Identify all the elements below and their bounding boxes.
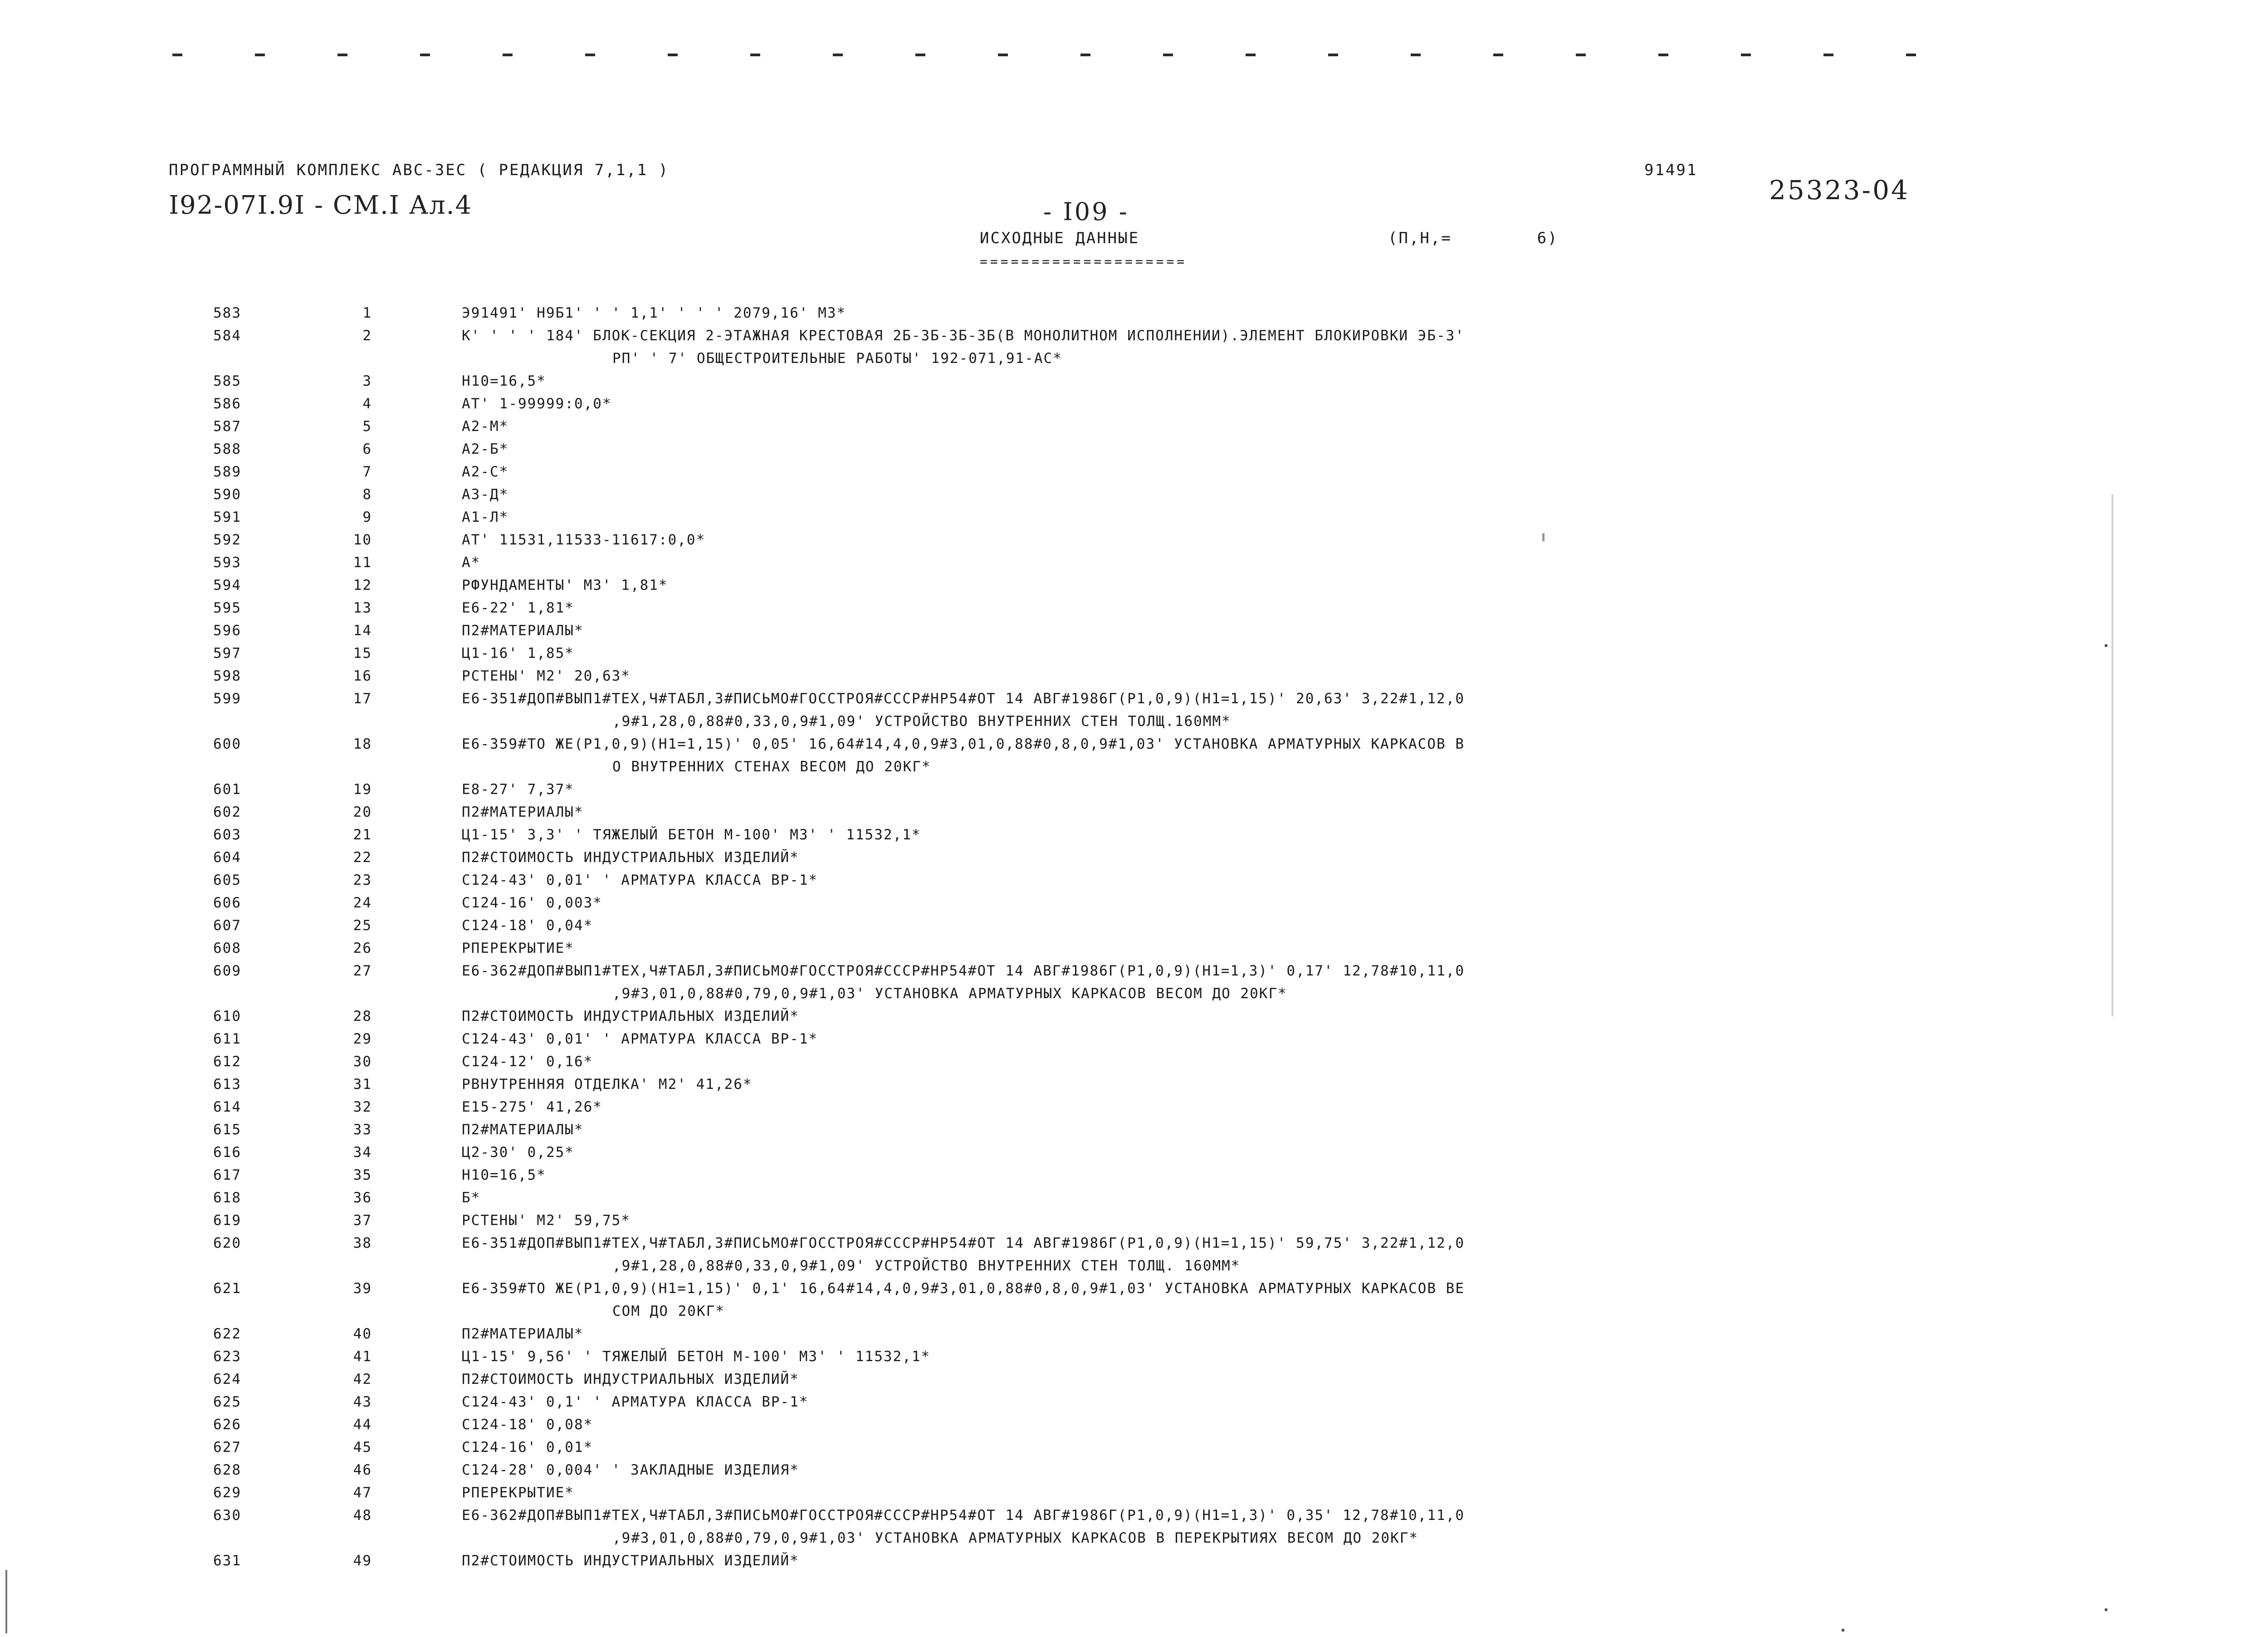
perforation-dash [668, 54, 678, 56]
perforation-dashes [172, 51, 1941, 60]
statement-text: К' ' ' ' 184' БЛОК-СЕКЦИЯ 2-ЭТАЖНАЯ КРЕСТОВАЯ 2Б-3Б-3Б-3Б(В МОНОЛИТНОМ ИСПОЛНЕНИИ).ЭЛЕМЕНТ БЛОКИРОВКИ ЭБ-3' [462, 328, 1465, 344]
statement-text: С124-43' 0,1' ' АРМАТУРА КЛАССА ВР-1* [462, 1394, 809, 1410]
perforation-dash [833, 54, 843, 56]
program-line: ПРОГРАММНЫЙ КОМПЛЕКС АВС-3ЕС ( РЕДАКЦИЯ 7,1,1 ) [169, 161, 670, 179]
line-number: 600 [213, 736, 241, 752]
line-number: 596 [213, 622, 241, 639]
line-number: 602 [213, 804, 241, 820]
listing-row [0, 1186, 2268, 1209]
section-params: (П,Н,= 6) [1388, 229, 1559, 247]
statement-number: 3 [362, 373, 372, 389]
statement-number: 39 [353, 1280, 372, 1297]
listing-row [0, 1277, 2268, 1323]
line-number: 586 [213, 396, 241, 412]
line-number: 605 [213, 872, 241, 888]
statement-number: 45 [353, 1439, 372, 1456]
line-number: 628 [213, 1462, 241, 1478]
statement-text: П2#СТОИМОСТЬ ИНДУСТРИАЛЬНЫХ ИЗДЕЛИЙ* [462, 849, 799, 866]
listing-row [0, 461, 2268, 483]
statement-number: 22 [353, 849, 372, 866]
statement-number: 19 [353, 781, 372, 798]
statement-continuation: СОМ ДО 20КГ* [612, 1303, 725, 1319]
line-number: 630 [213, 1507, 241, 1524]
listing-row [0, 1005, 2268, 1028]
statement-number: 5 [362, 418, 372, 435]
perforation-dash [1576, 54, 1586, 56]
listing-row [0, 574, 2268, 597]
line-number: 595 [213, 600, 241, 616]
statement-number: 41 [353, 1348, 372, 1365]
statement-continuation: ,9#3,01,0,88#0,79,0,9#1,03' УСТАНОВКА АРМАТУРНЫХ КАРКАСОВ ВЕСОМ ДО 20КГ* [612, 985, 1287, 1002]
line-number: 601 [213, 781, 241, 798]
scan-mark [2112, 495, 2113, 1016]
statement-number: 48 [353, 1507, 372, 1524]
line-number: 599 [213, 691, 241, 707]
statement-number: 31 [353, 1076, 372, 1093]
statement-text: Н10=16,5* [462, 1167, 546, 1183]
statement-number: 29 [353, 1031, 372, 1047]
statement-number: 44 [353, 1416, 372, 1433]
statement-text: П2#СТОИМОСТЬ ИНДУСТРИАЛЬНЫХ ИЗДЕЛИЙ* [462, 1553, 799, 1569]
statement-continuation: ,9#1,28,0,88#0,33,0,9#1,09' УСТРОЙСТВО ВНУТРЕННИХ СТЕН ТОЛЩ. 160ММ* [612, 1258, 1241, 1274]
statement-number: 24 [353, 895, 372, 911]
statement-number: 13 [353, 600, 372, 616]
line-number: 611 [213, 1031, 241, 1047]
statement-text: Н10=16,5* [462, 373, 546, 389]
statement-number: 21 [353, 827, 372, 843]
line-number: 584 [213, 328, 241, 344]
listing-row [0, 665, 2268, 687]
line-number: 629 [213, 1485, 241, 1501]
scan-mark [1542, 533, 1545, 541]
archive-number-handwritten: 25323-04 [1769, 175, 1910, 206]
line-number: 608 [213, 940, 241, 956]
program-code: 91491 [1644, 161, 1698, 179]
line-number: 624 [213, 1371, 241, 1387]
statement-text: Е6-359#ТО ЖЕ(Р1,0,9)(Н1=1,15)' 0,05' 16,64#14,4,0,9#3,01,0,88#0,8,0,9#1,03' УСТАНОВКА АРМАТУРНЫХ КАРКАСОВ В [462, 736, 1465, 752]
statement-number: 42 [353, 1371, 372, 1387]
doc-ref-handwritten: I92-07I.9I - CM.I Ал.4 [169, 191, 473, 220]
statement-text: Е6-22' 1,81* [462, 600, 574, 616]
statement-text: А2-С* [462, 464, 509, 480]
perforation-dash [1741, 54, 1751, 56]
statement-text: АТ' 1-99999:0,0* [462, 396, 612, 412]
statement-number: 12 [353, 577, 372, 593]
statement-text: П2#МАТЕРИАЛЫ* [462, 622, 584, 639]
perforation-dash [750, 54, 760, 56]
statement-number: 11 [353, 554, 372, 571]
statement-number: 4 [362, 396, 372, 412]
statement-number: 2 [362, 328, 372, 344]
statement-text: АТ' 11531,11533-11617:0,0* [462, 532, 706, 548]
section-title: ИСХОДНЫЕ ДАННЫЕ [980, 229, 1140, 247]
statement-text: А* [462, 554, 481, 571]
statement-number: 1 [362, 305, 372, 321]
statement-number: 35 [353, 1167, 372, 1183]
statement-number: 28 [353, 1008, 372, 1024]
listing-row [0, 823, 2268, 846]
listing-row [0, 392, 2268, 415]
perforation-dash [1328, 54, 1338, 56]
listing-row [0, 370, 2268, 392]
statement-text: П2#МАТЕРИАЛЫ* [462, 1326, 584, 1342]
line-number: 612 [213, 1054, 241, 1070]
line-number: 607 [213, 917, 241, 934]
source-listing [0, 302, 2268, 1572]
statement-text: РСТЕНЫ' М2' 59,75* [462, 1212, 631, 1229]
statement-text: Е6-362#ДОП#ВЫП1#ТЕХ,Ч#ТАБЛ,3#ПИСЬМО#ГОССТРОЯ#СССР#НР54#ОТ 14 АВГ#1986Г(Р1,0,9)(Н1=1,3)' 0,35' 12,78#10,11,0 [462, 1507, 1465, 1524]
line-number: 592 [213, 532, 241, 548]
perforation-dash [172, 54, 182, 56]
listing-row [0, 1391, 2268, 1413]
statement-number: 33 [353, 1122, 372, 1138]
line-number: 615 [213, 1122, 241, 1138]
perforation-dash [1411, 54, 1421, 56]
statement-number: 46 [353, 1462, 372, 1478]
listing-row [0, 801, 2268, 823]
statement-text: А2-Б* [462, 441, 509, 457]
listing-row [0, 846, 2268, 869]
statement-text: Б* [462, 1190, 481, 1206]
statement-number: 6 [362, 441, 372, 457]
listing-row [0, 506, 2268, 529]
statement-text: РПЕРЕКРЫТИЕ* [462, 1485, 574, 1501]
line-number: 606 [213, 895, 241, 911]
line-number: 614 [213, 1099, 241, 1115]
line-number: 583 [213, 305, 241, 321]
line-number: 626 [213, 1416, 241, 1433]
line-number: 603 [213, 827, 241, 843]
line-number: 591 [213, 509, 241, 525]
line-number: 594 [213, 577, 241, 593]
statement-number: 34 [353, 1144, 372, 1161]
line-number: 620 [213, 1235, 241, 1251]
line-number: 627 [213, 1439, 241, 1456]
listing-row [0, 302, 2268, 324]
statement-number: 26 [353, 940, 372, 956]
statement-text: Ц1-15' 9,56' ' ТЯЖЕЛЫЙ БЕТОН М-100' М3' ' 11532,1* [462, 1348, 931, 1365]
listing-row [0, 1323, 2268, 1345]
statement-number: 37 [353, 1212, 372, 1229]
listing-row [0, 1368, 2268, 1391]
line-number: 613 [213, 1076, 241, 1093]
perforation-dash [255, 54, 265, 56]
listing-row [0, 1549, 2268, 1572]
listing-row [0, 1118, 2268, 1141]
statement-text: Ц1-15' 3,3' ' ТЯЖЕЛЫЙ БЕТОН М-100' М3' ' 11532,1* [462, 827, 921, 843]
statement-text: РПЕРЕКРЫТИЕ* [462, 940, 574, 956]
listing-row [0, 1459, 2268, 1481]
scan-mark [2105, 1608, 2107, 1611]
statement-number: 25 [353, 917, 372, 934]
statement-number: 32 [353, 1099, 372, 1115]
statement-text: С124-43' 0,01' ' АРМАТУРА КЛАССА ВР-1* [462, 872, 818, 888]
line-number: 622 [213, 1326, 241, 1342]
statement-text: А3-Д* [462, 486, 509, 503]
statement-text: Э91491' Н9Б1' ' ' 1,1' ' ' ' 2079,16' М3* [462, 305, 846, 321]
statement-number: 43 [353, 1394, 372, 1410]
statement-text: П2#МАТЕРИАЛЫ* [462, 1122, 584, 1138]
statement-continuation: О ВНУТРЕННИХ СТЕНАХ ВЕСОМ ДО 20КГ* [612, 759, 931, 775]
listing-row [0, 619, 2268, 642]
statement-text: С124-18' 0,04* [462, 917, 593, 934]
scan-mark [1842, 1629, 1844, 1632]
statement-text: С124-16' 0,003* [462, 895, 602, 911]
listing-row [0, 733, 2268, 778]
listing-row [0, 778, 2268, 801]
listing-row [0, 937, 2268, 960]
statement-text: С124-28' 0,004' ' ЗАКЛАДНЫЕ ИЗДЕЛИЯ* [462, 1462, 799, 1478]
listing-row [0, 483, 2268, 506]
listing-row [0, 1209, 2268, 1232]
section-underline: ==================== [980, 254, 1188, 269]
statement-text: С124-18' 0,08* [462, 1416, 593, 1433]
perforation-dash [1906, 54, 1916, 56]
perforation-dash [1080, 54, 1090, 56]
listing-row [0, 960, 2268, 1005]
listing-row [0, 1504, 2268, 1549]
statement-text: С124-16' 0,01* [462, 1439, 593, 1456]
perforation-dash [337, 54, 347, 56]
statement-text: П2#СТОИМОСТЬ ИНДУСТРИАЛЬНЫХ ИЗДЕЛИЙ* [462, 1008, 799, 1024]
line-number: 617 [213, 1167, 241, 1183]
statement-number: 9 [362, 509, 372, 525]
listing-row [0, 687, 2268, 733]
line-number: 587 [213, 418, 241, 435]
statement-number: 27 [353, 963, 372, 979]
line-number: 631 [213, 1553, 241, 1569]
line-number: 604 [213, 849, 241, 866]
perforation-dash [503, 54, 513, 56]
statement-text: Е6-351#ДОП#ВЫП1#ТЕХ,Ч#ТАБЛ,3#ПИСЬМО#ГОССТРОЯ#СССР#НР54#ОТ 14 АВГ#1986Г(Р1,0,9)(Н1=1,15)' 59,75' 3,22#1,12,0 [462, 1235, 1465, 1251]
listing-row [0, 892, 2268, 914]
statement-number: 49 [353, 1553, 372, 1569]
listing-row [0, 914, 2268, 937]
perforation-dash [420, 54, 430, 56]
statement-text: Ц1-16' 1,85* [462, 645, 574, 662]
statement-continuation: ,9#1,28,0,88#0,33,0,9#1,09' УСТРОЙСТВО ВНУТРЕННИХ СТЕН ТОЛЩ.160ММ* [612, 713, 1231, 730]
listing-row [0, 1141, 2268, 1164]
statement-number: 16 [353, 668, 372, 684]
listing-row [0, 1164, 2268, 1186]
perforation-dash [1246, 54, 1256, 56]
statement-number: 17 [353, 691, 372, 707]
statement-text: РФУНДАМЕНТЫ' М3' 1,81* [462, 577, 668, 593]
listing-row [0, 529, 2268, 551]
perforation-dash [585, 54, 595, 56]
perforation-dash [998, 54, 1008, 56]
statement-text: Е15-275' 41,26* [462, 1099, 602, 1115]
statement-number: 20 [353, 804, 372, 820]
listing-row [0, 415, 2268, 438]
statement-text: Е6-351#ДОП#ВЫП1#ТЕХ,Ч#ТАБЛ,3#ПИСЬМО#ГОССТРОЯ#СССР#НР54#ОТ 14 АВГ#1986Г(Р1,0,9)(Н1=1,15)' 20,63' 3,22#1,12,0 [462, 691, 1465, 707]
statement-text: Ц2-30' 0,25* [462, 1144, 574, 1161]
line-number: 597 [213, 645, 241, 662]
statement-text: РВНУТРЕННЯЯ ОТДЕЛКА' М2' 41,26* [462, 1076, 753, 1093]
statement-number: 23 [353, 872, 372, 888]
perforation-dash [915, 54, 925, 56]
listing-row [0, 1345, 2268, 1368]
listing-row [0, 438, 2268, 461]
listing-row [0, 551, 2268, 574]
statement-text: П2#МАТЕРИАЛЫ* [462, 804, 584, 820]
statement-text: П2#СТОИМОСТЬ ИНДУСТРИАЛЬНЫХ ИЗДЕЛИЙ* [462, 1371, 799, 1387]
listing-row [0, 642, 2268, 665]
statement-text: А1-Л* [462, 509, 509, 525]
line-number: 593 [213, 554, 241, 571]
statement-number: 40 [353, 1326, 372, 1342]
listing-row [0, 869, 2268, 892]
line-number: 609 [213, 963, 241, 979]
statement-text: С124-43' 0,01' ' АРМАТУРА КЛАССА ВР-1* [462, 1031, 818, 1047]
line-number: 610 [213, 1008, 241, 1024]
statement-number: 30 [353, 1054, 372, 1070]
perforation-dash [1493, 54, 1503, 56]
statement-number: 38 [353, 1235, 372, 1251]
page-number: - I09 - [1043, 197, 1129, 226]
perforation-dash [1658, 54, 1668, 56]
listing-row [0, 1232, 2268, 1277]
scan-mark [2105, 644, 2107, 647]
statement-number: 7 [362, 464, 372, 480]
statement-number: 15 [353, 645, 372, 662]
perforation-dash [1823, 54, 1833, 56]
line-number: 589 [213, 464, 241, 480]
line-number: 598 [213, 668, 241, 684]
listing-row [0, 1436, 2268, 1459]
listing-row [0, 324, 2268, 370]
line-number: 616 [213, 1144, 241, 1161]
line-number: 585 [213, 373, 241, 389]
statement-number: 10 [353, 532, 372, 548]
listing-row [0, 1028, 2268, 1050]
line-number: 625 [213, 1394, 241, 1410]
line-number: 618 [213, 1190, 241, 1206]
line-number: 623 [213, 1348, 241, 1365]
statement-text: С124-12' 0,16* [462, 1054, 593, 1070]
statement-text: Е6-359#ТО ЖЕ(Р1,0,9)(Н1=1,15)' 0,1' 16,64#14,4,0,9#3,01,0,88#0,8,0,9#1,03' УСТАНОВКА АРМАТУРНЫХ КАРКАСОВ ВЕ [462, 1280, 1465, 1297]
statement-text: Е6-362#ДОП#ВЫП1#ТЕХ,Ч#ТАБЛ,3#ПИСЬМО#ГОССТРОЯ#СССР#НР54#ОТ 14 АВГ#1986Г(Р1,0,9)(Н1=1,3)' 0,17' 12,78#10,11,0 [462, 963, 1465, 979]
perforation-dash [1163, 54, 1173, 56]
line-number: 590 [213, 486, 241, 503]
listing-row [0, 1481, 2268, 1504]
line-number: 588 [213, 441, 241, 457]
listing-row [0, 1050, 2268, 1073]
listing-row [0, 1096, 2268, 1118]
statement-number: 47 [353, 1485, 372, 1501]
line-number: 621 [213, 1280, 241, 1297]
scan-mark [5, 1570, 7, 1633]
statement-number: 18 [353, 736, 372, 752]
statement-number: 14 [353, 622, 372, 639]
statement-text: РСТЕНЫ' М2' 20,63* [462, 668, 631, 684]
listing-row [0, 597, 2268, 619]
statement-continuation: ,9#3,01,0,88#0,79,0,9#1,03' УСТАНОВКА АРМАТУРНЫХ КАРКАСОВ В ПЕРЕКРЫТИЯХ ВЕСОМ ДО 20КГ* [612, 1530, 1419, 1546]
listing-row [0, 1073, 2268, 1096]
statement-text: Е8-27' 7,37* [462, 781, 574, 798]
line-number: 619 [213, 1212, 241, 1229]
statement-continuation: РП' ' 7' ОБЩЕСТРОИТЕЛЬНЫЕ РАБОТЫ' 192-071,91-АС* [612, 350, 1062, 367]
statement-number: 8 [362, 486, 372, 503]
listing-row [0, 1413, 2268, 1436]
statement-text: А2-М* [462, 418, 509, 435]
statement-number: 36 [353, 1190, 372, 1206]
